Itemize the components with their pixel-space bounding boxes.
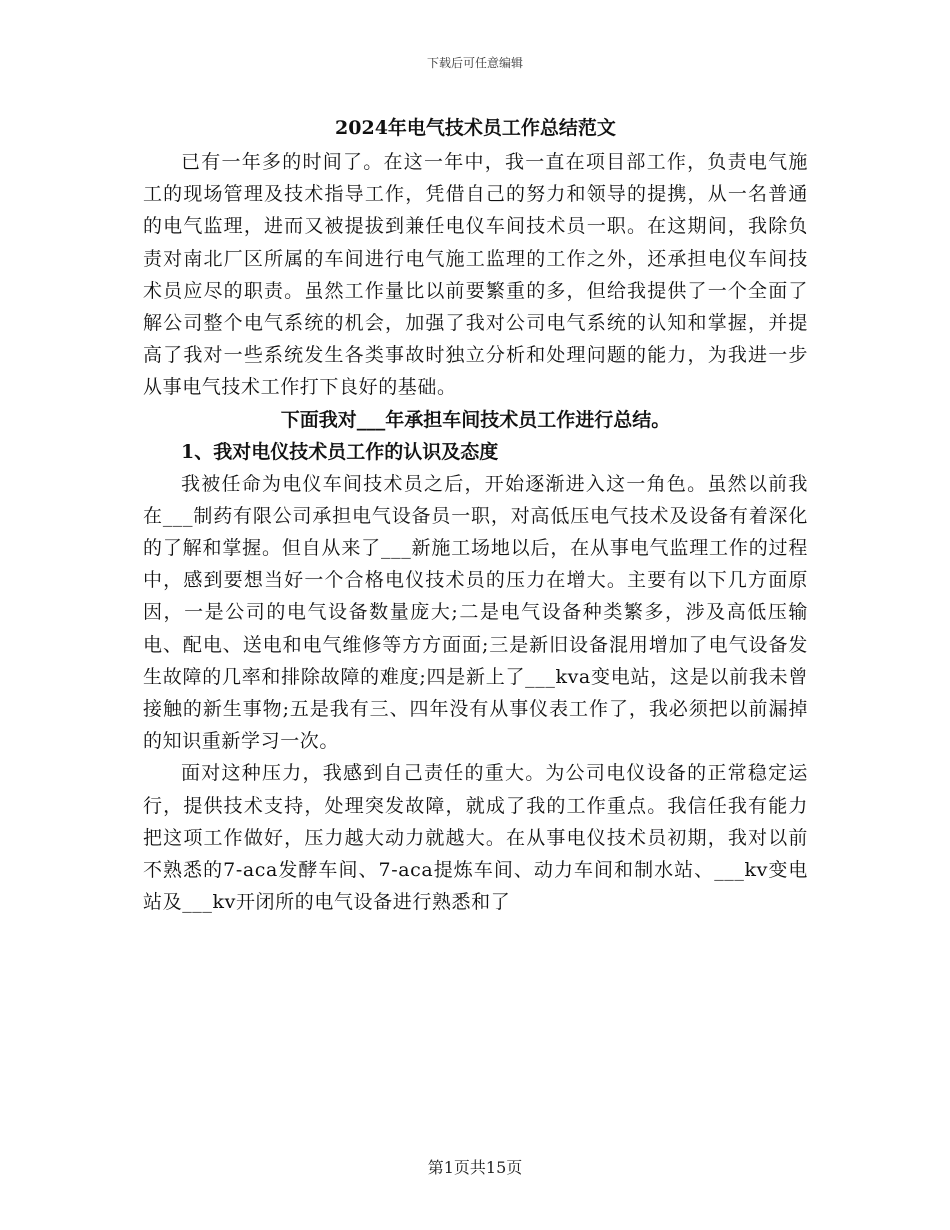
- intro-paragraph: 已有一年多的时间了。在这一年中，我一直在项目部工作，负责电气施工的现场管理及技术指导工作，凭借自己的努力和领导的提携，从一名普通的电气监理，进而又被提拔到兼任电仪车间技术员一职。在这期间，我除负责对南北厂区所属的车间进行电气施工监理的工作之外，还承担电仪车间技术员应尽的职责。虽然工作量比以前要繁重的多，但给我提供了一个全面了解公司整个电气系统的机会，加强了我对公司电气系统的认知和掌握，并提高了我对一些系统发生各类事故时独立分析和处理问题的能力，为我进一步从事电气技术工作打下良好的基础。: [143, 151, 808, 399]
- document-title: 2024年电气技术员工作总结范文: [335, 117, 616, 139]
- section-1-paragraph-2: 面对这种压力，我感到自己责任的重大。为公司电仪设备的正常稳定运行，提供技术支持，处理突发故障，就成了我的工作重点。我信任我有能力把这项工作做好，压力越大动力就越大。在从事电仪技术员初期，我对以前不熟悉的7-aca发酵车间、7-aca提炼车间、动力车间和制水站、___kv变电站及___kv开闭所的电气设备进行熟悉和了: [143, 762, 808, 914]
- section-1-heading: 1、我对电仪技术员工作的认识及态度: [181, 440, 499, 463]
- section-1-paragraph-1: 我被任命为电仪车间技术员之后，开始逐渐进入这一角色。虽然以前我在___制药有限公司承担电气设备员一职，对高低压电气技术及设备有着深化的了解和掌握。但自从来了___新施工场地以后，在从事电气监理工作的过程中，感到要想当好一个合格电仪技术员的压力在增大。主要有以下几方面原因，一是公司的电气设备数量庞大;二是电气设备种类繁多，涉及高低压输电、配电、送电和电气维修等方方面面;三是新旧设备混用增加了电气设备发生故障的几率和排除故障的难度;四是新上了___kva变电站，这是以前我未曾接触的新生事物;五是我有三、四年没有从事仪表工作了，我必须把以前漏掉的知识重新学习一次。: [143, 472, 808, 753]
- document-body: [143, 112, 808, 918]
- page-footer: 第1页共15页: [427, 1158, 523, 1177]
- summary-heading: 下面我对___年承担车间技术员工作进行总结。: [280, 408, 671, 431]
- header-note: 下载后可任意编辑: [426, 56, 523, 70]
